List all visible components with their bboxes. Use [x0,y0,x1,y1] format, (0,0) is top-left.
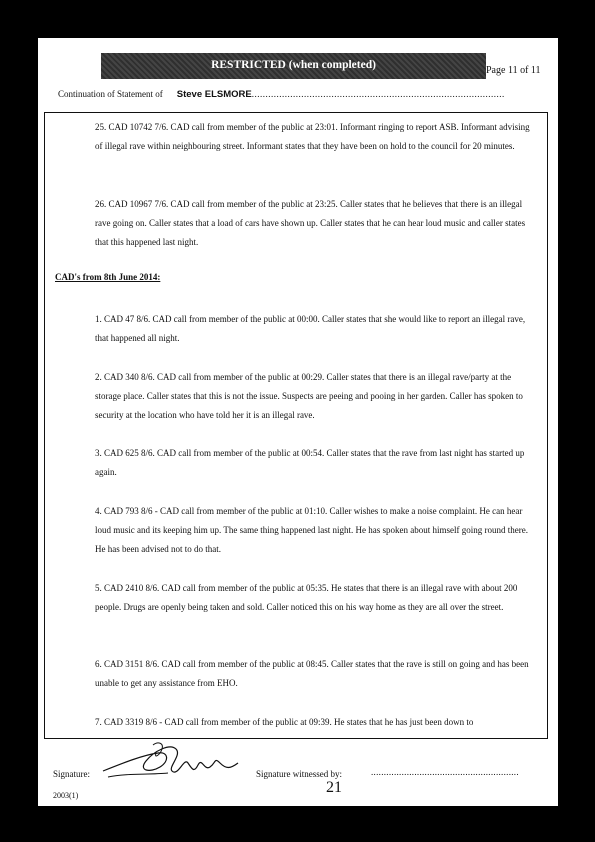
statement-paragraph: 25. CAD 10742 7/6. CAD call from member of the public at 23:01. Informant ringing to report ASB. Informant advising of illegal rave within neighbouring street. Informant states that they have been on hold to the council for 20 minutes. [95,122,530,151]
statement-paragraph: 6. CAD 3151 8/6. CAD call from member of the public at 08:45. Caller states that the rave is still on going and has been unable to get any assistance from EHO. [95,659,529,688]
statement-paragraph: 1. CAD 47 8/6. CAD call from member of the public at 00:00. Caller states that she would like to report an illegal rave, that happened all night. [95,314,526,343]
continuation-dots: ............................................................................................ [251,89,505,99]
statement-paragraph: 5. CAD 2410 8/6. CAD call from member of the public at 05:35. He states that there is an illegal rave with about 200 people. Drugs are openly being taken and sold. Caller noticed this on his way home as they are all over the street. [95,583,518,612]
section-heading: CAD's from 8th June 2014: [55,272,161,282]
continuation-line [58,89,553,100]
continuation-label: Continuation of Statement of [58,89,163,99]
page-number: Page 11 of 11 [486,65,541,76]
handwritten-signature [98,733,258,783]
statement-paragraph: 26. CAD 10967 7/6. CAD call from member of the public at 23:25. Caller states that he believes that there is an illegal rave going on. Caller states that a load of cars have shown up. Caller states that he can hear loud music and caller states that this happened last night. [95,199,526,247]
form-code: 2003(1) [53,791,79,800]
signature-label: Signature: [53,769,90,779]
statement-name: Steve ELSMORE [176,89,252,100]
statement-paragraph: 7. CAD 3319 8/6 - CAD call from member of the public at 09:39. He states that he has just been down to [95,717,474,727]
witnessed-label: Signature witnessed by: [256,769,342,779]
statement-paragraph: 3. CAD 625 8/6. CAD call from member of the public at 00:54. Caller states that the rave from last night has started up again. [95,448,525,477]
restricted-banner: RESTRICTED (when completed) [101,53,486,79]
statement-page [38,38,558,806]
statement-paragraph: 2. CAD 340 8/6. CAD call from member of the public at 00:29. Caller states that there is an illegal rave/party at the storage place. Caller states that this is not the issue. Suspects are peeing and pooing in her garden. Caller has spoken to security at the location who have told her it is an illegal rave. [95,372,523,420]
witnessed-dots: .......................................................... [371,767,519,777]
folio-number: 21 [326,779,342,796]
statement-paragraph: 4. CAD 793 8/6 - CAD call from member of the public at 01:10. Caller wishes to make a noise complaint. He can hear loud music and its keeping him up. The same thing happened last night. He has spoken about himself going round there. He has been advised not to do that. [95,506,529,554]
